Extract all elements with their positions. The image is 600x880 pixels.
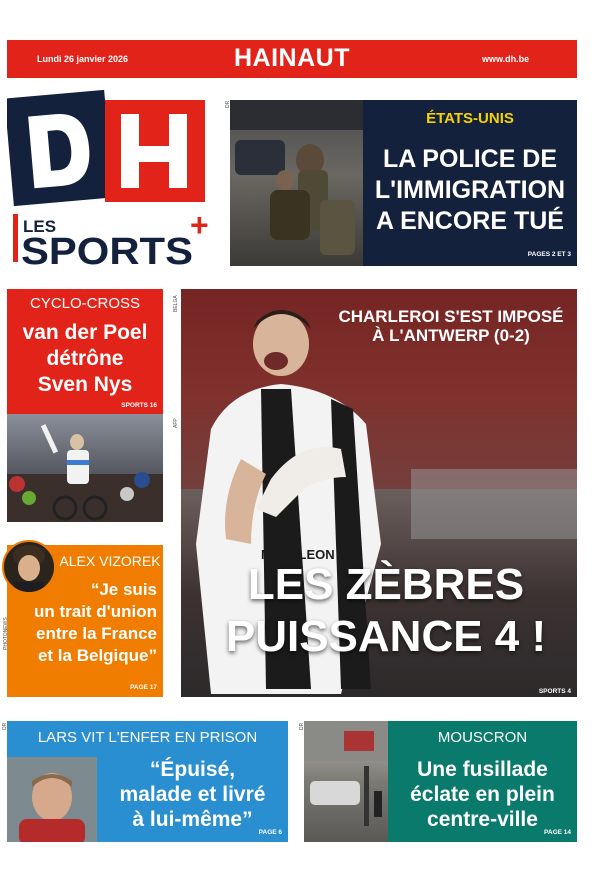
police-scene-illustration: [230, 100, 363, 266]
headline-line: centre-ville: [427, 808, 538, 831]
photo-credit: PHOTONEWS: [3, 617, 9, 650]
headline-line: détrône: [46, 347, 124, 370]
top-story-kicker: ÉTATS-UNIS: [426, 110, 514, 127]
dh-logo-mark: [7, 86, 213, 266]
headline-line: LA POLICE DE: [382, 145, 558, 173]
cyclist-illustration: [7, 414, 163, 522]
cyclocross-kicker: CYCLO-CROSS: [29, 295, 141, 312]
logo-plus: +: [190, 207, 209, 243]
headline-line: Sven Nys: [37, 373, 133, 396]
website-link[interactable]: www.dh.be: [482, 54, 530, 64]
top-story[interactable]: [230, 100, 577, 266]
headline-line: L'IMMIGRATION: [374, 176, 566, 204]
headline-line: Une fusillade: [417, 758, 548, 781]
photo-credit: DR: [299, 722, 305, 730]
main-story-kicker: [331, 307, 571, 345]
photo-credit: DR: [2, 722, 8, 730]
lars-story[interactable]: [7, 721, 288, 842]
edition-name: HAINAUT: [234, 44, 350, 72]
photo-credit: BELGA: [173, 295, 179, 312]
vizorek-portrait: [2, 540, 56, 594]
main-story-headline: [201, 559, 571, 663]
police-photo: [230, 100, 363, 266]
cyclocross-story[interactable]: [7, 289, 163, 414]
quote-line: à lui-même”: [132, 808, 253, 831]
street-scene-illustration: [304, 721, 388, 842]
top-story-headline: [363, 144, 577, 237]
lars-portrait-illustration: [7, 757, 97, 842]
issue-date: Lundi 26 janvier 2026: [37, 54, 129, 64]
lars-kicker: LARS VIT L'ENFER EN PRISON: [37, 729, 258, 746]
vizorek-kicker: ALEX VIZOREK: [59, 553, 161, 569]
cyclocross-photo: [7, 414, 163, 522]
page-ref: SPORTS 16: [121, 402, 157, 409]
page-ref: PAGE 14: [544, 829, 571, 836]
headline-line: PUISSANCE 4 !: [225, 612, 547, 661]
page-ref: SPORTS 4: [538, 688, 571, 695]
kicker-line: À L'ANTWERP (0-2): [372, 326, 530, 345]
headline-line: van der Poel: [22, 321, 148, 344]
quote-line: “Je suis: [90, 580, 157, 599]
quote-line: entre la France: [36, 624, 157, 643]
masthead-bar: [7, 40, 577, 78]
headline-line: A ENCORE TUÉ: [376, 207, 564, 235]
mouscron-kicker: MOUSCRON: [437, 729, 528, 746]
mouscron-story[interactable]: [304, 721, 577, 842]
quote-line: et la Belgique”: [37, 646, 157, 665]
quote-line: “Épuisé,: [149, 758, 236, 781]
main-story[interactable]: [181, 289, 577, 697]
headline-line: LES ZÈBRES: [247, 560, 525, 609]
headline-line: éclate en plein: [410, 783, 555, 806]
kicker-line: CHARLEROI S'EST IMPOSÉ: [338, 307, 564, 326]
logo-line2: SPORTS: [21, 231, 193, 266]
dh-logo: [7, 86, 213, 266]
page-ref: PAGE 17: [130, 684, 157, 691]
logo-line1: LES: [23, 217, 57, 236]
lars-quote: [103, 757, 282, 832]
avatar: [4, 542, 54, 592]
quote-line: un trait d'union: [33, 602, 157, 621]
mouscron-photo: [304, 721, 388, 842]
page-ref: PAGE 6: [258, 829, 282, 836]
cyclocross-headline: [7, 320, 163, 398]
photo-credit: AFP: [173, 418, 179, 428]
quote-line: malade et livré: [119, 783, 266, 806]
photo-credit: DR: [225, 100, 231, 108]
mouscron-headline: [388, 757, 577, 832]
page-ref: PAGES 2 ET 3: [527, 251, 571, 258]
lars-photo: [7, 757, 97, 842]
shirt-sponsor: NAPOLEON: [261, 547, 335, 562]
